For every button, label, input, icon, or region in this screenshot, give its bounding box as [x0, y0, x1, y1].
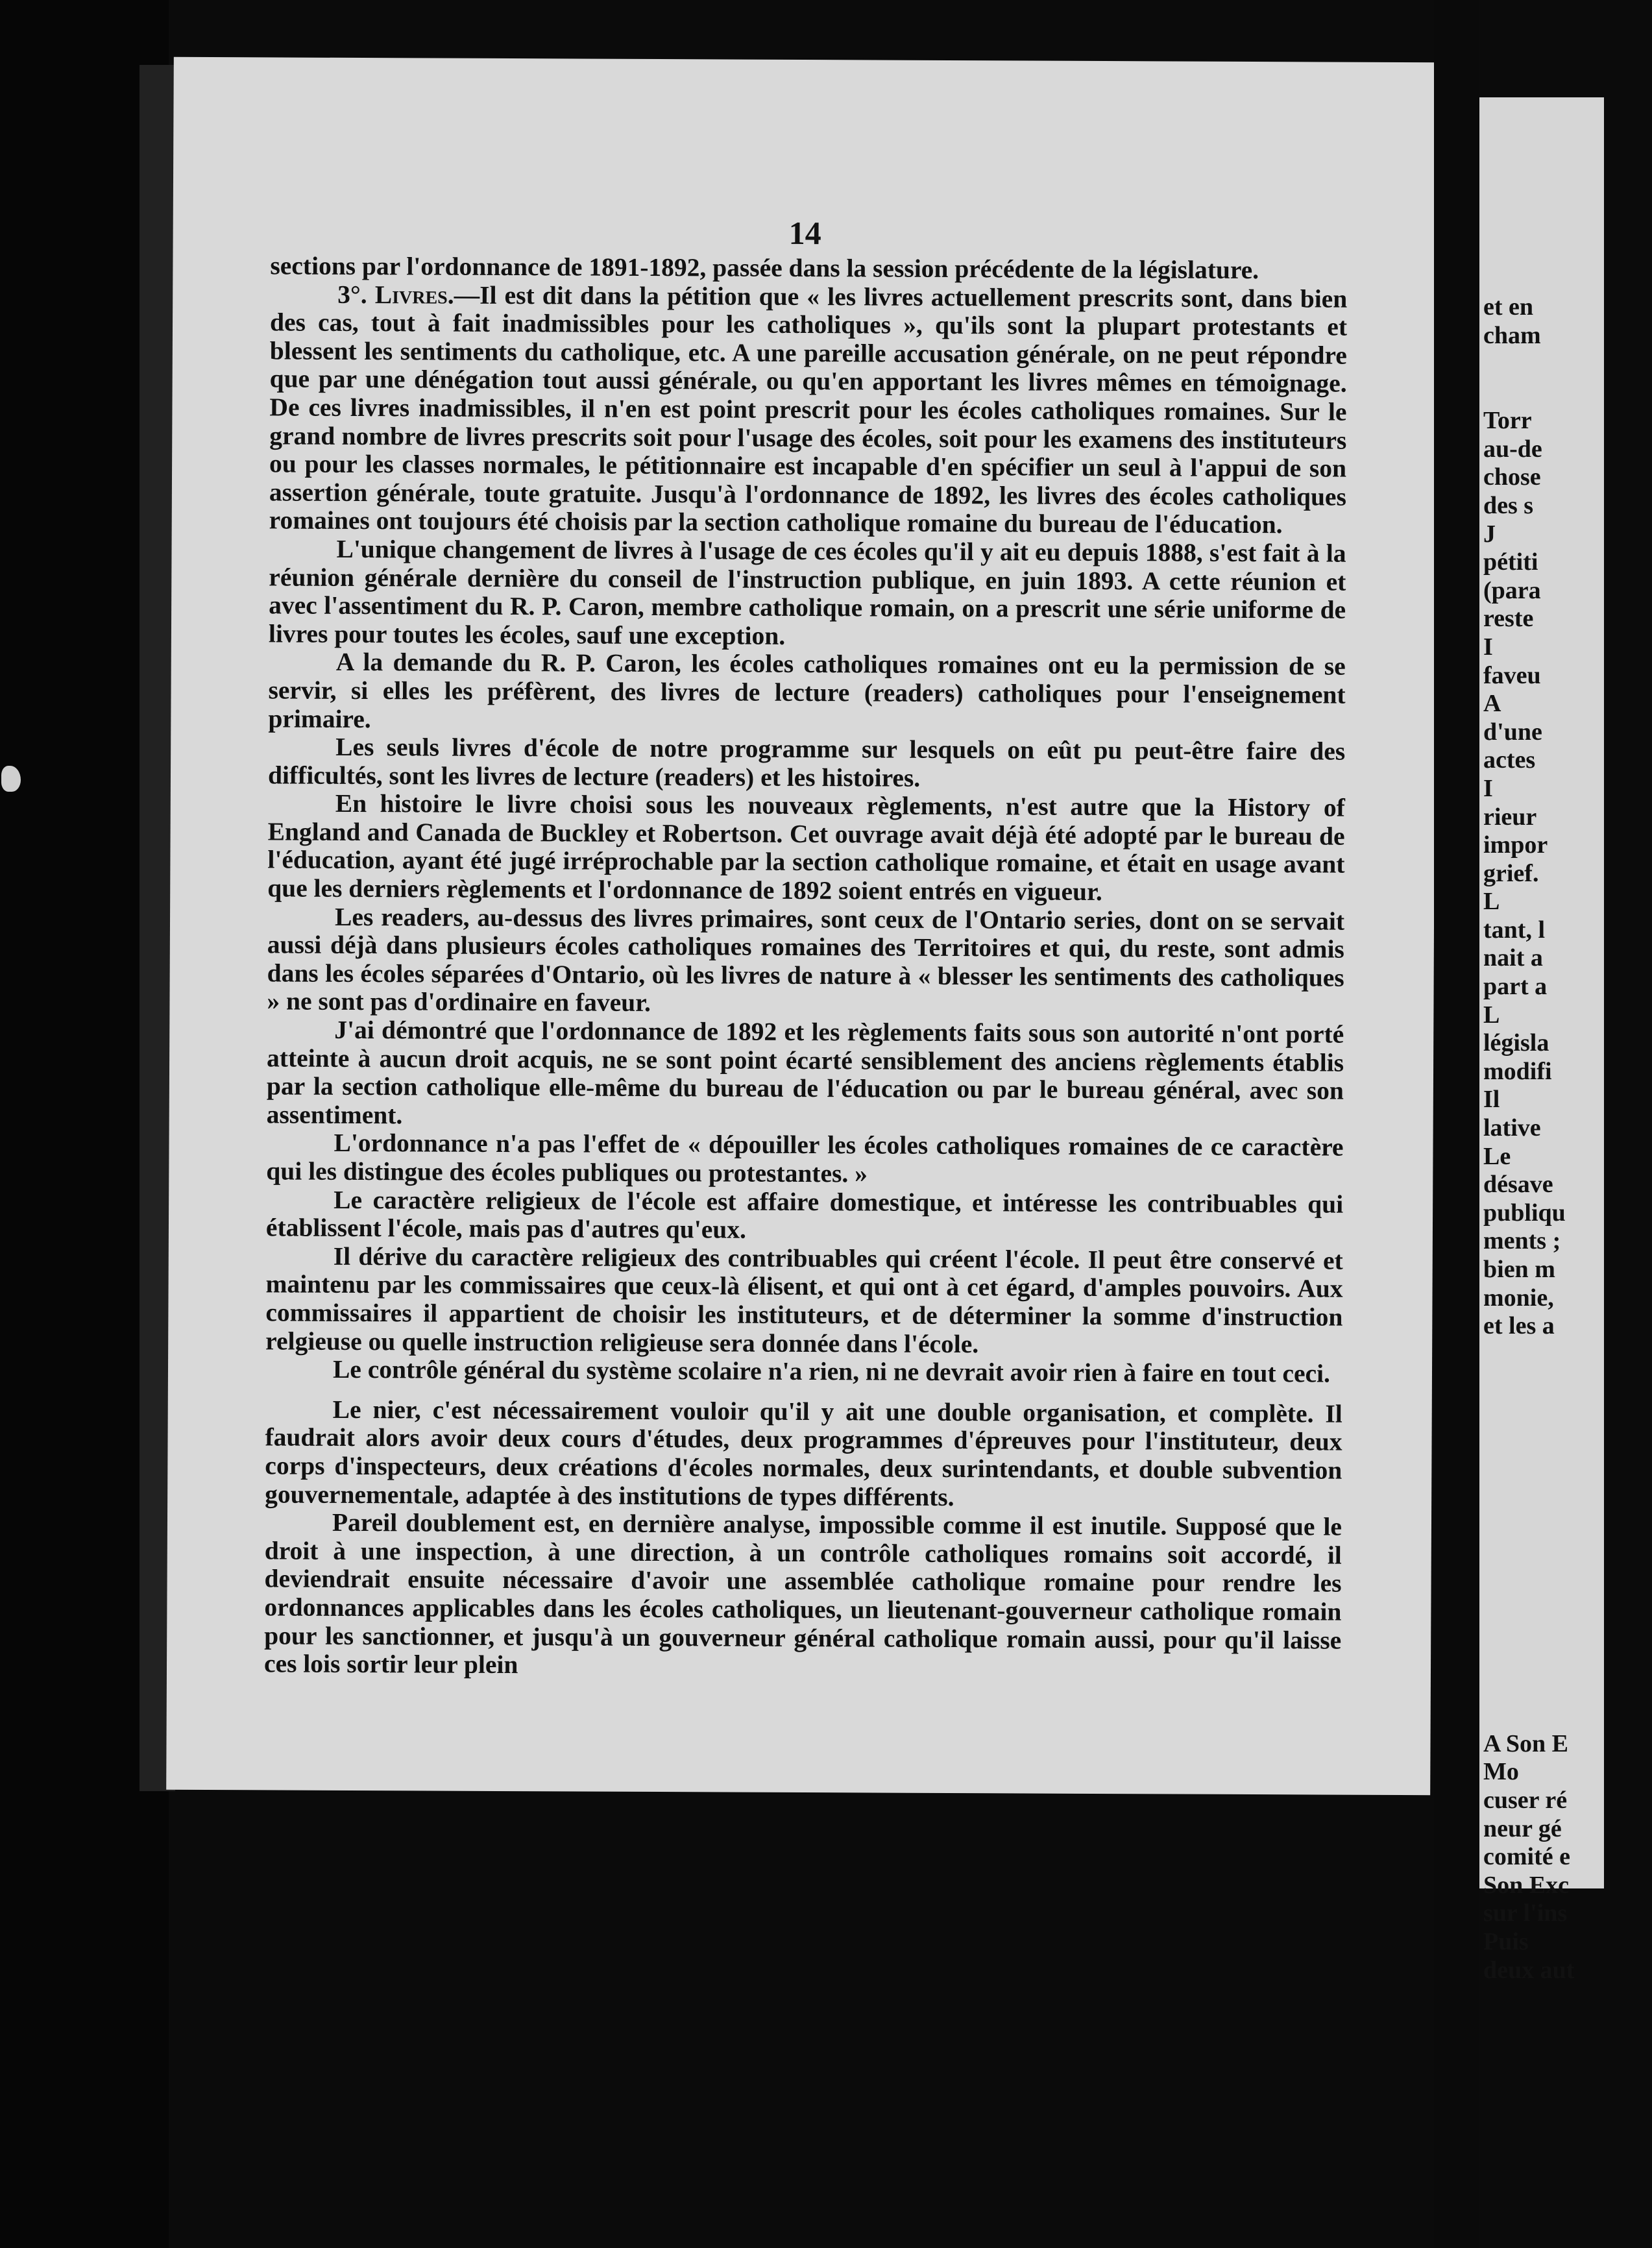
adjacent-page-line: Puis: [1483, 1927, 1529, 1955]
adjacent-page-line: reste: [1483, 605, 1534, 633]
adjacent-page-line: publiqu: [1483, 1199, 1566, 1227]
adjacent-page-line: deux aut: [1483, 1956, 1575, 1984]
adjacent-page-line: Il: [1483, 1086, 1500, 1114]
section-number: 3°.: [337, 280, 375, 309]
paragraph: Les readers, au-dessus des livres primaires, sont ceux de l'Ontario series, dont on se servait aussi déjà dans plusieurs écoles catholiques romaines des Territoires et qui, du reste, sont admis dans les écoles séparées d'Ontario, où les livres de nature à « blesser les sentiments des catholiques » ne sont pas d'ordinaire en faveur.: [267, 902, 1345, 1018]
paragraph: J'ai démontré que l'ordonnance de 1892 et les règlements faits sous son autorité n'ont porté atteinte à aucun droit acquis, ne se sont point écarté sensiblement des anciens règlements établis par la section catholique elle-même du bureau de l'éducation ou par le bureau général, avec son assentiment.: [266, 1015, 1344, 1130]
adjacent-page-line: cuser ré: [1483, 1786, 1568, 1814]
section-heading: Livres.: [374, 280, 454, 310]
adjacent-page-line: désave: [1483, 1171, 1553, 1199]
paragraph: Il dérive du caractère religieux des contribuables qui créent l'école. Il peut être conservé et maintenu par les commissaires que ceux-là élisent, et qui ont à cet égard, d'amples pouvoirs. Aux commissaires il appartient de choisir les instituteurs, et de déterminer la somme d'instruction relgieuse ou quelle instruction religieuse sera donnée dans l'école.: [265, 1241, 1343, 1358]
adjacent-page-line: monie,: [1483, 1284, 1554, 1312]
adjacent-page-line: Torr: [1483, 407, 1532, 435]
paragraph: L'unique changement de livres à l'usage de ces écoles qu'il y ait eu depuis 1888, s'est fait à la réunion générale dernière du conseil de l'instruction publique, en juin 1893. A cette réunion et avec l'assentiment du R. P. Caron, membre catholique romain, on a prescrit une série uniforme de livres pour toutes les écoles, sauf une exception.: [268, 534, 1346, 650]
paragraph: Pareil doublement est, en dernière analyse, impossible comme il est inutile. Supposé que le droit à une inspection, à une direction, à un contrôle catholiques romains soit accordé, il deviendrait ensuite nécessaire d'avoir une assemblée catholique romaine pour rendre les ordonnances applicables dans les écoles catholiques, un lieutenant-gouverneur catholique romain pour les sanctionner, et jusqu'à un gouverneur général catholique romain aussi, pour qu'il laisse ces lois sortir leur plein: [263, 1508, 1342, 1680]
adjacent-page-line: législa: [1483, 1029, 1549, 1057]
adjacent-page-line: et les a: [1483, 1312, 1555, 1340]
adjacent-page-line: impor: [1483, 831, 1548, 859]
adjacent-page-line: lative: [1483, 1114, 1541, 1142]
adjacent-page-line: L: [1483, 888, 1500, 916]
adjacent-page-line: bien m: [1483, 1256, 1555, 1283]
paragraph: sections par l'ordonnance de 1891-1892, passée dans la session précédente de la législature.: [270, 251, 1259, 285]
adjacent-page-line: A Son E: [1483, 1729, 1568, 1757]
adjacent-page-text: [1483, 293, 1652, 1985]
adjacent-page-line: cham: [1483, 321, 1541, 349]
adjacent-page-line: et en: [1483, 293, 1534, 321]
adjacent-page-fragment: [1479, 97, 1604, 1984]
paragraph: En histoire le livre choisi sous les nouveaux règlements, n'est autre que la History of England and Canada de Buckley et Robertson. Cet ouvrage avait déjà été adopté par le bureau de l'éducation, ayant été jugé irréprochable par la section catholique romaine, et était en usage avant que les derniers règlements et l'ordonnance de 1892 soient entrés en vigueur.: [267, 789, 1345, 907]
adjacent-page-line: Son Exc: [1483, 1871, 1569, 1899]
line-gap: [1483, 350, 1652, 407]
adjacent-page-line: Le: [1483, 1142, 1511, 1170]
adjacent-page-line: neur gé: [1483, 1814, 1562, 1842]
adjacent-page-line: A: [1483, 690, 1501, 718]
adjacent-page-line: des s: [1483, 491, 1534, 519]
adjacent-page-line: I: [1483, 774, 1493, 802]
adjacent-page-line: L: [1483, 1001, 1500, 1029]
paragraph: Les seuls livres d'école de notre programme sur lesquels on eût pu peut-être faire des difficultés, sont les livres de lecture (readers) et les histoires.: [267, 732, 1346, 792]
adjacent-page-line: d'une: [1483, 718, 1542, 746]
line-gap: [1483, 1341, 1652, 1730]
page-gutter: [1434, 0, 1479, 2248]
paragraph: A la demande du R. P. Caron, les écoles catholiques romaines ont eu la permission de se servir, si elles les préfèrent, des livres de lecture (readers) catholiques pour l'enseignement primaire.: [268, 648, 1346, 733]
adjacent-page-line: modifi: [1483, 1057, 1552, 1085]
scan-artifact: [1, 766, 21, 792]
adjacent-page-line: rieur: [1483, 803, 1537, 831]
paragraph: Le nier, c'est nécessairement vouloir qu'il y ait une double organisation, et complète. Il faudrait alors avoir deux cours d'études, deux programmes d'épreuves pour l'instituteur, deux corps d'inspecteurs, deux créations d'écoles normales, deux surintendants, et double subvention gouvernementale, adaptée à des institutions de types différents.: [265, 1395, 1342, 1511]
paragraph: L'ordonnance n'a pas l'effet de « dépouiller les écoles catholiques romaines de ce caractère qui les distingue des écoles publiques ou protestantes. »: [266, 1129, 1344, 1188]
adjacent-page-line: I: [1483, 633, 1493, 661]
adjacent-page-line: part a: [1483, 973, 1548, 1001]
adjacent-page-line: actes: [1483, 746, 1536, 774]
paragraph: Le caractère religieux de l'école est affaire domestique, et intéresse les contribuables qui établissent l'école, mais pas d'autres qu'eux.: [265, 1185, 1344, 1244]
adjacent-page-line: ments ;: [1483, 1227, 1561, 1255]
adjacent-page-line: chose: [1483, 463, 1541, 491]
document-page: [166, 57, 1438, 1795]
adjacent-page-line: comité e: [1483, 1843, 1570, 1871]
adjacent-page-line: pétiti: [1483, 548, 1538, 576]
adjacent-page-line: (para: [1483, 576, 1541, 604]
adjacent-page-line: faveu: [1483, 661, 1541, 689]
paragraph-livres: [269, 280, 1348, 540]
adjacent-page-line: sur l'ins: [1483, 1900, 1568, 1927]
adjacent-page-line: nait a: [1483, 944, 1543, 972]
paragraph: Le contrôle général du système scolaire n'a rien, ni ne devrait avoir rien à faire en tout ceci.: [332, 1355, 1331, 1388]
adjacent-page-line: grief.: [1483, 859, 1539, 887]
page-body-text: [264, 252, 1348, 1683]
paragraph-text: —Il est dit dans la pétition que « les livres actuellement prescrits sont, dans bien des cas, tout à fait inadmissibles pour les catholiques », qu'ils sont la plupart protestants et blessent les sentiments du catholique, etc. A une pareille accusation générale, on ne peut répondre que par une dénégation tout aussi générale, ou qu'en apportant les livres mêmes en témoignage. De ces livres inadmissibles, il n'en est point prescrit pour les écoles catholiques romaines. Sur le grand nombre de livres prescrits soit pour l'usage des écoles, soit pour les examens des instituteurs ou pour les classes normales, le pétitionnaire est incapable d'en spécifier un seul à l'appui de son assertion générale, toute gratuite. Jusqu'à l'ordonnance de 1892, les livres des écoles catholiques romaines ont toujours été choisis par la section catholique romaine du bureau de l'éducation.: [269, 280, 1348, 539]
adjacent-page-line: J: [1483, 520, 1496, 548]
page-number: 14: [788, 214, 821, 252]
adjacent-page-line: tant, l: [1483, 916, 1545, 944]
adjacent-page-line: au-de: [1483, 435, 1542, 463]
adjacent-page-line: Mo: [1483, 1758, 1519, 1786]
